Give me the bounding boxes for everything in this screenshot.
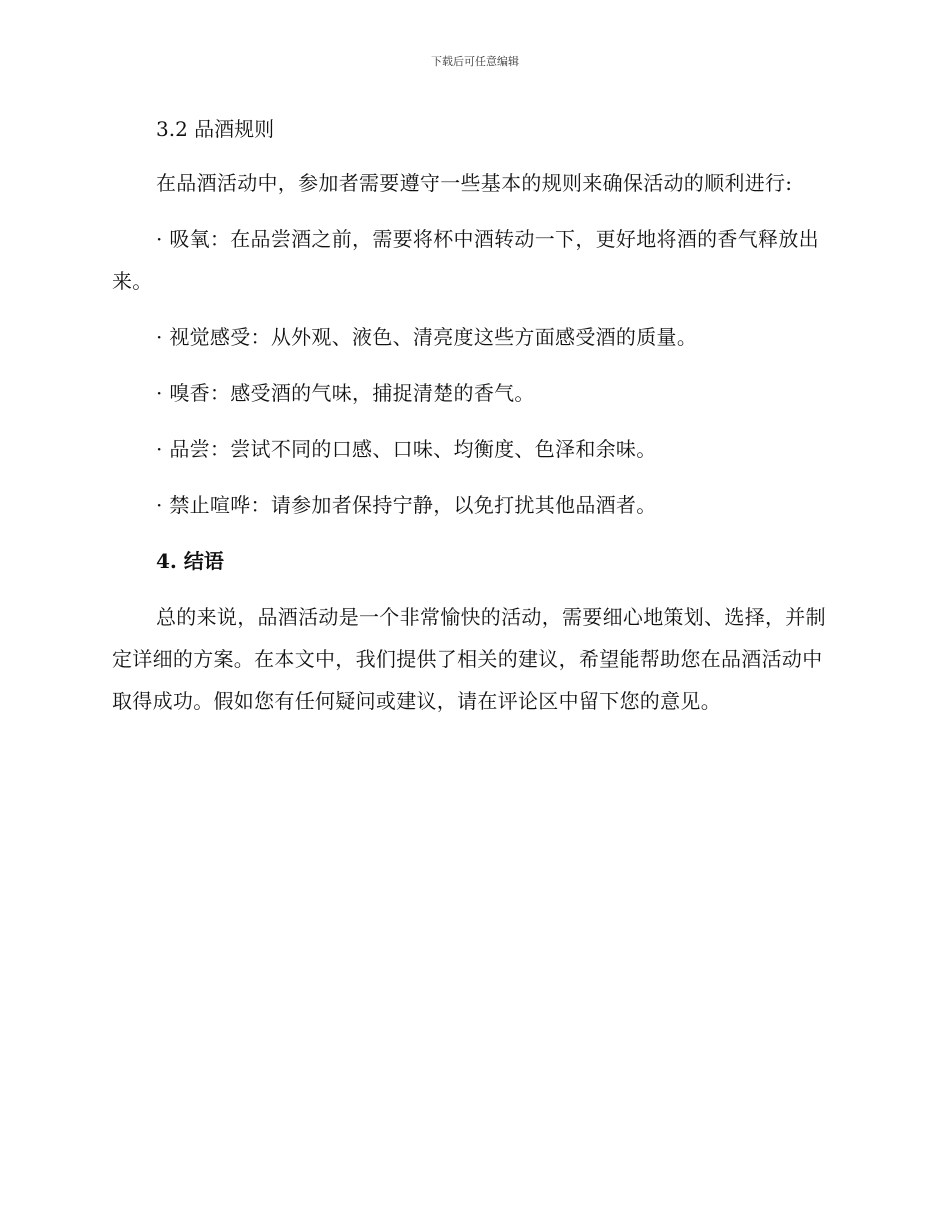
document-body [112, 108, 832, 736]
section-3-2-intro: 在品酒活动中，参加者需要遵守一些基本的规则来确保活动的顺利进行: [156, 171, 793, 195]
section-4-body: 总的来说，品酒活动是一个非常愉快的活动，需要细心地策划、选择，并制定详细的方案。在本文中，我们提供了相关的建议，希望能帮助您在品酒活动中取得成功。假如您有任何疑问或建议，请在评论区中留下您的意见。 [112, 605, 826, 713]
page-header-note: 下载后可任意编辑 [431, 55, 519, 68]
section-4-title: 4. 结语 [156, 549, 224, 573]
rule-item-oxygenation: · 吸氧：在品尝酒之前，需要将杯中酒转动一下，更好地将酒的香气释放出来。 [112, 227, 819, 293]
rule-item-smell: · 嗅香：感受酒的气味，捕捉清楚的香气。 [156, 381, 535, 405]
section-3-2-title: 3.2 品酒规则 [156, 117, 275, 141]
rule-item-visual: · 视觉感受：从外观、液色、清亮度这些方面感受酒的质量。 [156, 325, 698, 349]
rule-item-taste: · 品尝：尝试不同的口感、口味、均衡度、色泽和余味。 [156, 437, 657, 461]
rule-item-quiet: · 禁止喧哗：请参加者保持宁静，以免打扰其他品酒者。 [156, 493, 657, 517]
